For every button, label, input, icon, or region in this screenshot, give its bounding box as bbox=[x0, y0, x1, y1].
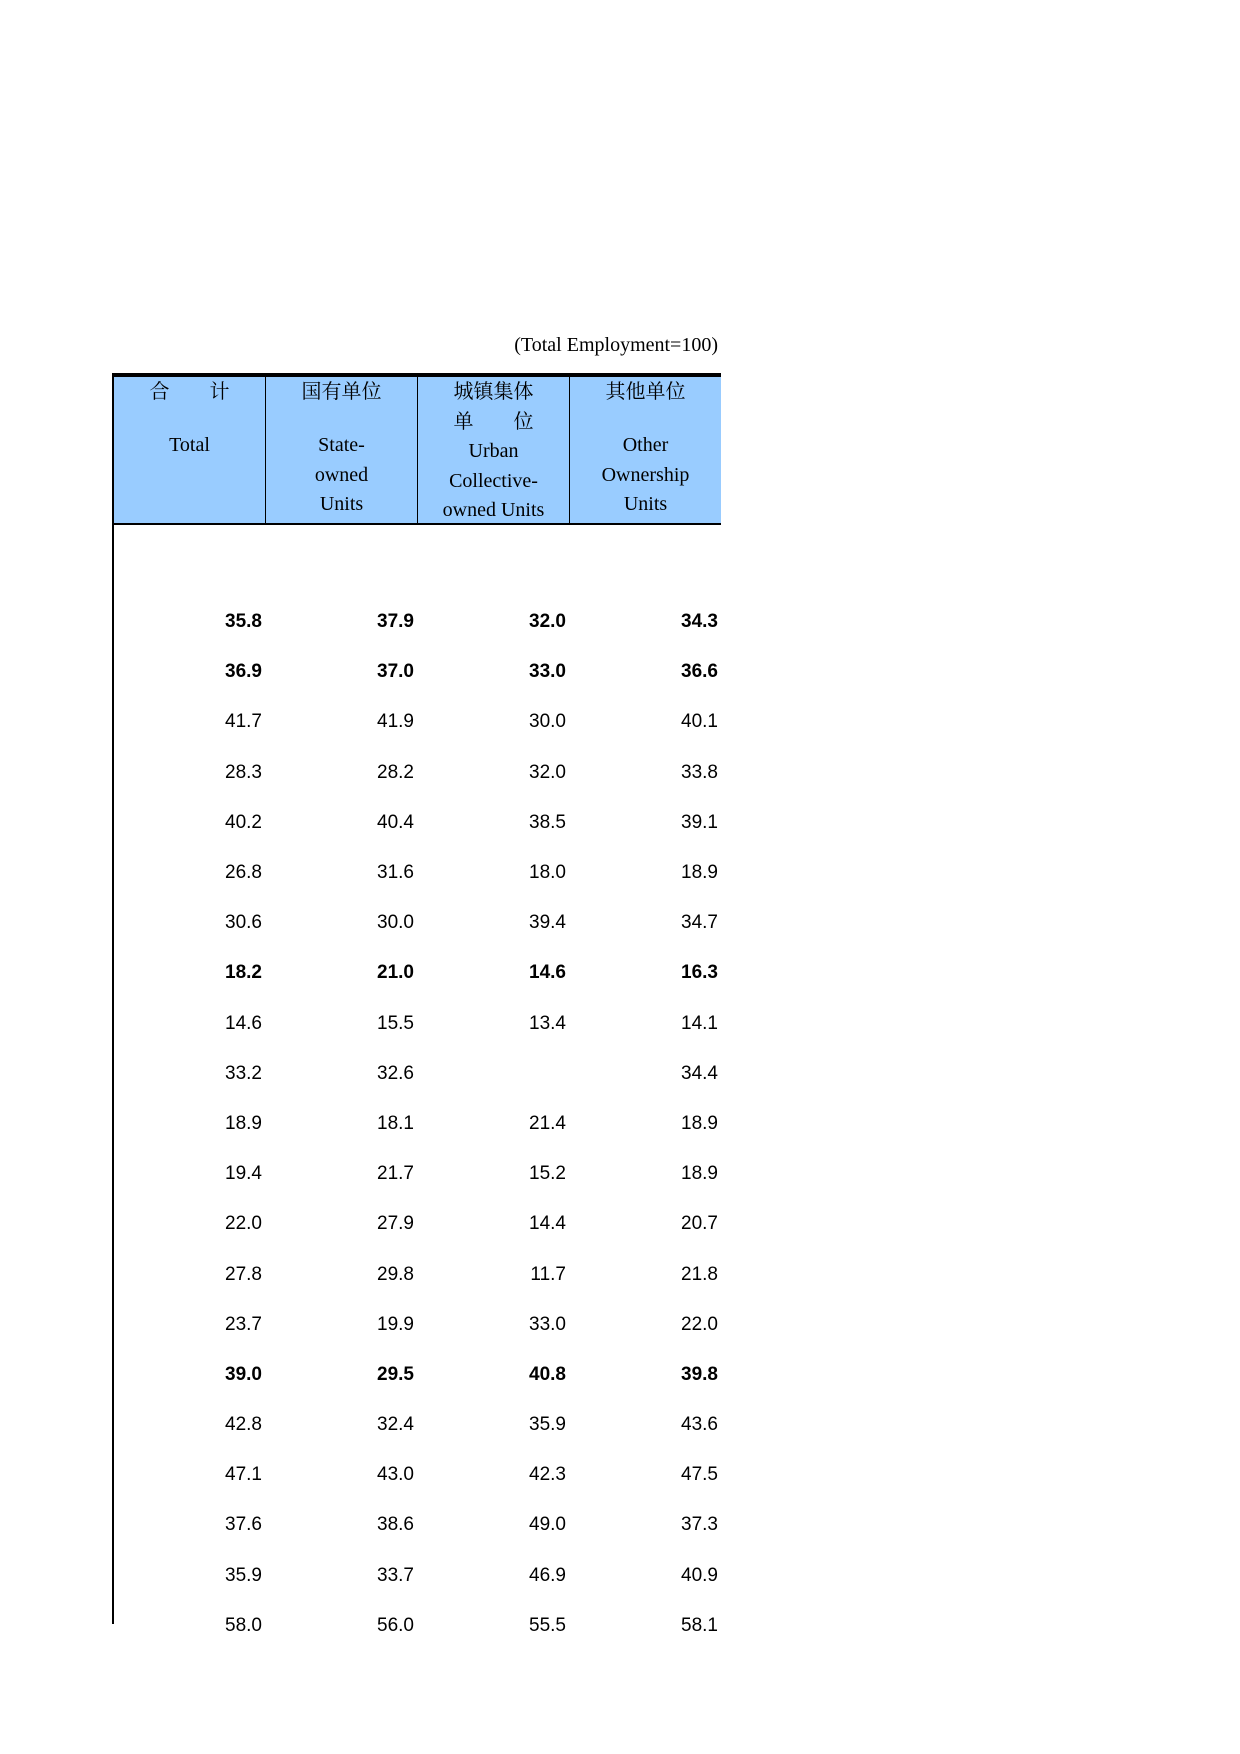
table-cell-total: 28.3 bbox=[225, 761, 262, 783]
table-cell-other-ownership: 58.1 bbox=[681, 1614, 718, 1636]
table-cell-state-owned: 32.6 bbox=[377, 1062, 414, 1084]
table-row bbox=[114, 798, 721, 848]
table-cell-total: 19.4 bbox=[225, 1163, 262, 1185]
column-header-en bbox=[602, 431, 690, 520]
table-cell-total: 30.6 bbox=[225, 912, 262, 934]
table-cell-other-ownership: 34.3 bbox=[681, 611, 718, 633]
table-row bbox=[114, 1099, 721, 1149]
table-row bbox=[114, 697, 721, 747]
table-cell-total: 39.0 bbox=[225, 1363, 262, 1385]
column-header-en bbox=[443, 437, 545, 526]
table-cell-state-owned: 30.0 bbox=[377, 912, 414, 934]
column-header-en-line: Units bbox=[319, 493, 364, 515]
table-cell-total: 26.8 bbox=[225, 862, 262, 884]
column-header-urban-collective bbox=[418, 377, 570, 523]
table-cell-urban-collective: 18.0 bbox=[529, 862, 566, 884]
column-header-en bbox=[169, 431, 210, 461]
table-row bbox=[114, 1049, 721, 1099]
table-cell-other-ownership: 21.8 bbox=[681, 1263, 718, 1285]
table-cell-urban-collective: 14.4 bbox=[529, 1213, 566, 1235]
table-cell-other-ownership: 18.9 bbox=[681, 1163, 718, 1185]
table-cell-state-owned: 43.0 bbox=[377, 1464, 414, 1486]
column-header-other-ownership bbox=[570, 377, 721, 523]
table-cell-urban-collective: 32.0 bbox=[529, 761, 566, 783]
column-header-en-line: Urban bbox=[468, 440, 519, 462]
table-cell-state-owned: 21.0 bbox=[377, 962, 414, 984]
table-cell-total: 42.8 bbox=[225, 1414, 262, 1436]
table-cell-state-owned: 27.9 bbox=[377, 1213, 414, 1235]
column-header-zh bbox=[454, 378, 534, 437]
table-cell-total: 58.0 bbox=[225, 1614, 262, 1636]
table-cell-other-ownership: 20.7 bbox=[681, 1213, 718, 1235]
table-row bbox=[114, 647, 721, 697]
unit-note: (Total Employment=100) bbox=[514, 334, 718, 356]
table-cell-urban-collective: 13.4 bbox=[529, 1012, 566, 1034]
table-cell-state-owned: 32.4 bbox=[377, 1414, 414, 1436]
table-cell-urban-collective: 35.9 bbox=[529, 1414, 566, 1436]
column-header-zh bbox=[150, 378, 230, 408]
table-row bbox=[114, 1500, 721, 1550]
table-cell-other-ownership: 18.9 bbox=[681, 1112, 718, 1134]
column-header-en-line: State- bbox=[318, 434, 365, 456]
table-cell-urban-collective: 33.0 bbox=[529, 661, 566, 683]
table-cell-other-ownership: 36.6 bbox=[681, 661, 718, 683]
column-header-en-line: Ownership bbox=[601, 463, 690, 486]
table-row bbox=[114, 1300, 721, 1350]
table-row bbox=[114, 597, 721, 647]
table-cell-state-owned: 37.0 bbox=[377, 661, 414, 683]
table-cell-other-ownership: 14.1 bbox=[681, 1012, 718, 1034]
table-row bbox=[114, 1249, 721, 1299]
table-cell-total: 27.8 bbox=[225, 1263, 262, 1285]
table-cell-total: 18.9 bbox=[225, 1112, 262, 1134]
column-header-en-line: owned Units bbox=[442, 499, 545, 521]
employment-table bbox=[112, 373, 721, 1636]
table-cell-state-owned: 15.5 bbox=[377, 1012, 414, 1034]
table-cell-state-owned: 40.4 bbox=[377, 811, 414, 833]
table-cell-state-owned: 41.9 bbox=[377, 711, 414, 733]
table-cell-urban-collective: 39.4 bbox=[529, 912, 566, 934]
table-cell-other-ownership: 18.9 bbox=[681, 862, 718, 884]
table-cell-total: 35.8 bbox=[225, 611, 262, 633]
table-cell-state-owned: 33.7 bbox=[377, 1564, 414, 1586]
table-row bbox=[114, 1149, 721, 1199]
table-row bbox=[114, 999, 721, 1049]
table-row bbox=[114, 898, 721, 948]
table-cell-total: 22.0 bbox=[225, 1213, 262, 1235]
column-header-en bbox=[315, 431, 368, 520]
table-cell-state-owned: 19.9 bbox=[377, 1313, 414, 1335]
column-header-zh-line: 其他单位 bbox=[605, 381, 686, 403]
table-cell-total: 35.9 bbox=[225, 1564, 262, 1586]
table-cell-total: 41.7 bbox=[225, 711, 262, 733]
table-cell-total: 37.6 bbox=[225, 1514, 262, 1536]
table-row bbox=[114, 948, 721, 998]
table-cell-state-owned: 21.7 bbox=[377, 1163, 414, 1185]
column-header-total bbox=[114, 377, 266, 523]
table-cell-total: 33.2 bbox=[225, 1062, 262, 1084]
table-cell-other-ownership: 39.1 bbox=[681, 811, 718, 833]
table-row bbox=[114, 748, 721, 798]
table-cell-urban-collective: 15.2 bbox=[529, 1163, 566, 1185]
column-header-en-line: Units bbox=[623, 493, 668, 515]
table-cell-other-ownership: 40.1 bbox=[681, 711, 718, 733]
table-cell-other-ownership: 34.7 bbox=[681, 912, 718, 934]
table-row bbox=[114, 1400, 721, 1450]
table-header bbox=[114, 377, 721, 525]
table-cell-other-ownership: 39.8 bbox=[681, 1363, 718, 1385]
column-header-zh-line: 单 位 bbox=[453, 410, 534, 433]
table-body bbox=[114, 597, 721, 1651]
table-cell-urban-collective: 55.5 bbox=[529, 1614, 566, 1636]
table-cell-total: 23.7 bbox=[225, 1313, 262, 1335]
column-header-en-line: Total bbox=[169, 434, 210, 456]
table-cell-total: 36.9 bbox=[225, 661, 262, 683]
table-cell-urban-collective: 33.0 bbox=[529, 1313, 566, 1335]
table-cell-urban-collective: 11.7 bbox=[530, 1263, 566, 1285]
table-cell-other-ownership: 16.3 bbox=[681, 962, 718, 984]
table-cell-other-ownership: 40.9 bbox=[681, 1564, 718, 1586]
table-row bbox=[114, 1450, 721, 1500]
table-cell-state-owned: 18.1 bbox=[377, 1112, 414, 1134]
column-header-zh bbox=[606, 378, 686, 408]
column-header-zh bbox=[302, 378, 382, 408]
table-cell-other-ownership: 47.5 bbox=[681, 1464, 718, 1486]
table-cell-urban-collective: 40.8 bbox=[529, 1363, 566, 1385]
table-cell-other-ownership: 22.0 bbox=[681, 1313, 718, 1335]
table-cell-state-owned: 56.0 bbox=[377, 1614, 414, 1636]
column-header-en-line: owned bbox=[314, 463, 369, 486]
column-header-zh-line: 合 计 bbox=[149, 381, 230, 403]
column-header-zh-line: 城镇集体 bbox=[453, 381, 534, 403]
table-cell-state-owned: 29.8 bbox=[377, 1263, 414, 1285]
table-cell-total: 18.2 bbox=[225, 962, 262, 984]
table-cell-urban-collective: 32.0 bbox=[529, 611, 566, 633]
table-cell-urban-collective: 42.3 bbox=[529, 1464, 566, 1486]
table-row bbox=[114, 1601, 721, 1651]
table-cell-total: 47.1 bbox=[225, 1464, 262, 1486]
table-cell-state-owned: 37.9 bbox=[377, 611, 414, 633]
table-cell-urban-collective: 14.6 bbox=[529, 962, 566, 984]
column-header-zh-line: 国有单位 bbox=[301, 381, 382, 403]
table-cell-state-owned: 29.5 bbox=[377, 1363, 414, 1385]
table-cell-other-ownership: 37.3 bbox=[681, 1514, 718, 1536]
column-header-en-line: Other bbox=[622, 434, 669, 456]
table-cell-state-owned: 38.6 bbox=[377, 1514, 414, 1536]
table-cell-total: 40.2 bbox=[225, 811, 262, 833]
column-header-state-owned bbox=[266, 377, 418, 523]
table-cell-state-owned: 31.6 bbox=[377, 862, 414, 884]
table-row bbox=[114, 1350, 721, 1400]
table-row bbox=[114, 1551, 721, 1601]
table-row bbox=[114, 1199, 721, 1249]
table-cell-urban-collective: 30.0 bbox=[529, 711, 566, 733]
column-header-en-line: Collective- bbox=[449, 469, 538, 492]
table-row bbox=[114, 848, 721, 898]
table-cell-urban-collective: 49.0 bbox=[529, 1514, 566, 1536]
table-cell-urban-collective: 38.5 bbox=[529, 811, 566, 833]
table-cell-urban-collective: 21.4 bbox=[529, 1112, 566, 1134]
table-cell-other-ownership: 34.4 bbox=[681, 1062, 718, 1084]
table-cell-other-ownership: 43.6 bbox=[681, 1414, 718, 1436]
table-cell-other-ownership: 33.8 bbox=[681, 761, 718, 783]
table-cell-total: 14.6 bbox=[225, 1012, 262, 1034]
table-cell-state-owned: 28.2 bbox=[377, 761, 414, 783]
table-cell-urban-collective: 46.9 bbox=[529, 1564, 566, 1586]
